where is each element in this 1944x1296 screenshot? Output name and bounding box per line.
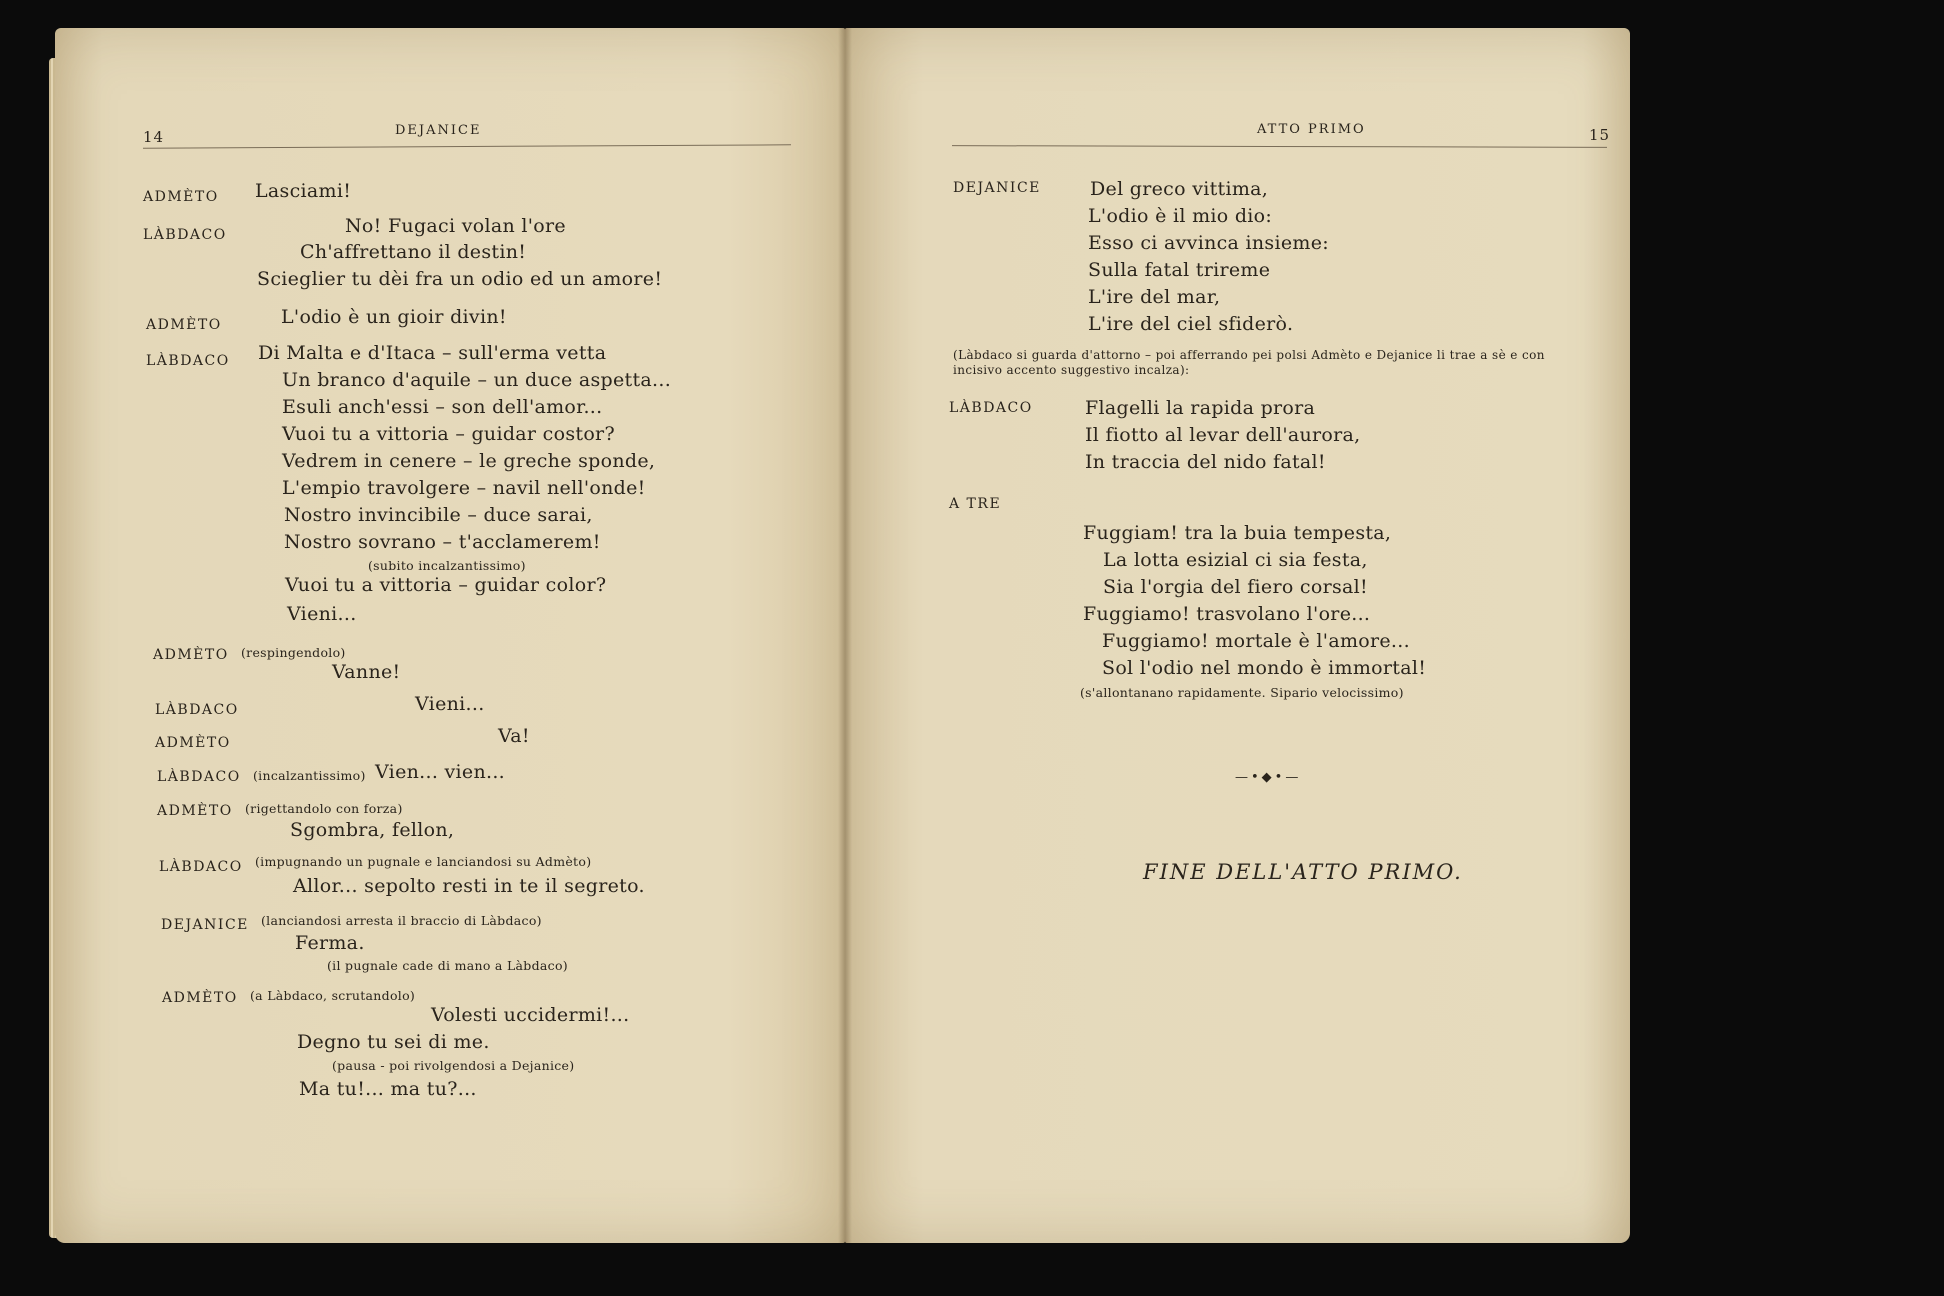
verse-line: La lotta esizial ci sia festa,	[1103, 549, 1368, 571]
verse-line: Scieglier tu dèi fra un odio ed un amore!	[257, 268, 663, 290]
stage-direction: (lanciandosi arresta il braccio di Làbdaco)	[261, 913, 542, 928]
verse-line: Vuoi tu a vittoria – guidar color?	[285, 574, 607, 596]
stage-direction: (subito incalzantissimo)	[368, 558, 526, 573]
page-number: 15	[1589, 126, 1611, 144]
verse-line: Ferma.	[295, 932, 365, 954]
verse-line: Ch'affrettano il destin!	[300, 241, 527, 263]
stage-direction: (il pugnale cade di mano a Làbdaco)	[327, 958, 568, 973]
verse-line: Esuli anch'essi – son dell'amor...	[282, 396, 603, 418]
verse-line: Vuoi tu a vittoria – guidar costor?	[282, 423, 615, 445]
speaker-name: LÀBDACO	[146, 353, 230, 369]
verse-line: Degno tu sei di me.	[297, 1031, 490, 1053]
left-page	[55, 28, 845, 1243]
verse-line: Allor... sepolto resti in te il segreto.	[293, 875, 645, 897]
stage-direction: (impugnando un pugnale e lanciandosi su Admèto)	[255, 854, 592, 869]
open-book	[55, 28, 1630, 1243]
speaker-name: LÀBDACO	[155, 702, 239, 718]
verse-line: Sulla fatal trireme	[1088, 259, 1271, 281]
right-page	[845, 28, 1630, 1243]
speaker-name: ADMÈTO	[155, 735, 231, 751]
verse-line: Nostro sovrano – t'acclamerem!	[284, 531, 601, 553]
stage-direction: (s'allontanano rapidamente. Sipario velocissimo)	[1080, 685, 1404, 700]
speaker-name: LÀBDACO	[159, 859, 243, 875]
verse-line: Il fiotto al levar dell'aurora,	[1085, 424, 1361, 446]
verse-line: Volesti uccidermi!...	[431, 1004, 630, 1026]
speaker-name: DEJANICE	[953, 180, 1041, 196]
verse-line: Nostro invincibile – duce sarai,	[284, 504, 593, 526]
speaker-name: LÀBDACO	[157, 769, 241, 785]
act-end-title: FINE DELL'ATTO PRIMO.	[1143, 860, 1463, 884]
verse-line: Sol l'odio nel mondo è immortal!	[1102, 657, 1427, 679]
speaker-name: ADMÈTO	[162, 990, 238, 1006]
verse-line: Ma tu!... ma tu?...	[299, 1078, 477, 1100]
verse-line: Va!	[498, 725, 530, 747]
speaker-name: ADMÈTO	[157, 803, 233, 819]
verse-line: Vanne!	[332, 661, 401, 683]
verse-line: L'empio travolgere – navil nell'onde!	[282, 477, 646, 499]
verse-line: Lasciami!	[255, 180, 352, 202]
verse-line: Vedrem in cenere – le greche sponde,	[282, 450, 656, 472]
header-rule	[143, 144, 791, 148]
ornament-divider: —•◆•—	[1235, 770, 1302, 785]
verse-line: Fuggiamo! mortale è l'amore...	[1102, 630, 1410, 652]
stage-direction: (pausa - poi rivolgendosi a Dejanice)	[332, 1058, 575, 1073]
speaker-name: LÀBDACO	[949, 400, 1033, 416]
stage-direction: (respingendolo)	[241, 645, 346, 660]
verse-line: Flagelli la rapida prora	[1085, 397, 1316, 419]
verse-line: Vieni...	[415, 693, 485, 715]
verse-line: L'odio è il mio dio:	[1088, 205, 1273, 227]
verse-line: No! Fugaci volan l'ore	[345, 215, 566, 237]
speaker-name: ADMÈTO	[146, 317, 222, 333]
speaker-name: LÀBDACO	[143, 227, 227, 243]
running-head: ATTO PRIMO	[1257, 122, 1366, 137]
page-number: 14	[143, 128, 165, 146]
speaker-name: ADMÈTO	[153, 647, 229, 663]
verse-line: Del greco vittima,	[1090, 178, 1269, 200]
verse-line: Fuggiam! tra la buia tempesta,	[1083, 522, 1392, 544]
verse-line: Vieni...	[287, 603, 357, 625]
running-head: DEJANICE	[395, 123, 482, 138]
speaker-name: A TRE	[949, 496, 1002, 512]
verse-line: Sgombra, fellon,	[290, 819, 455, 841]
header-rule	[952, 145, 1607, 148]
stage-direction: (Làbdaco si guarda d'attorno – poi afferrando pei polsi Admèto e Dejanice li trae a sè e con incisivo accento suggestivo incalza):	[953, 348, 1545, 377]
verse-line: Sia l'orgia del fiero corsal!	[1103, 576, 1368, 598]
verse-line: In traccia del nido fatal!	[1085, 451, 1326, 473]
verse-line: L'ire del mar,	[1088, 286, 1221, 308]
book-gutter	[838, 28, 852, 1243]
speaker-name: DEJANICE	[161, 917, 249, 933]
verse-line: Di Malta e d'Itaca – sull'erma vetta	[258, 342, 607, 364]
verse-line: Esso ci avvinca insieme:	[1088, 232, 1329, 254]
verse-line: Fuggiamo! trasvolano l'ore...	[1083, 603, 1371, 625]
verse-line: L'ire del ciel sfiderò.	[1088, 313, 1294, 335]
speaker-name: ADMÈTO	[143, 189, 219, 205]
verse-line: Un branco d'aquile – un duce aspetta...	[282, 369, 672, 391]
stage-direction: (incalzantissimo)	[253, 768, 366, 783]
verse-line: Vien... vien...	[375, 761, 506, 783]
verse-line: L'odio è un gioir divin!	[281, 306, 507, 328]
stage-direction: (rigettandolo con forza)	[245, 801, 403, 816]
stage-direction: (a Làbdaco, scrutandolo)	[250, 988, 416, 1003]
